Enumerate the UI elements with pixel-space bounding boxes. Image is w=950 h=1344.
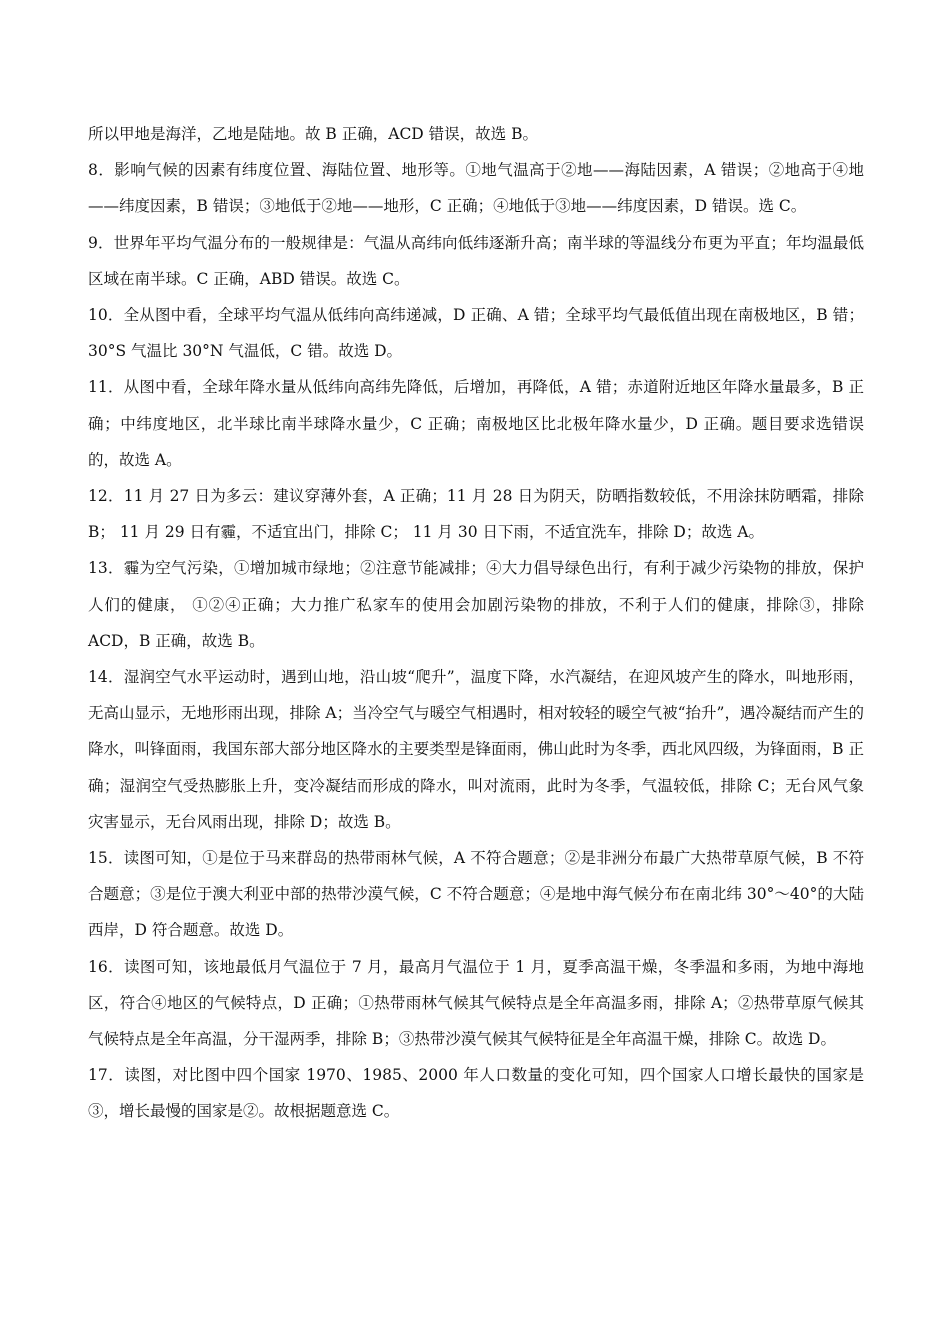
paragraph-answer-14: 14．湿润空气水平运动时，遇到山地，沿山坡“爬升”，温度下降，水汽凝结，在迎风坡产生的降水，叫地形雨，无高山显示，无地形雨出现，排除 A；当冷空气与暖空气相遇时，相对较轻的暖空气被“抬升”，遇冷凝结而产生的降水，叫锋面雨，我国东部大部分地区降水的主要类型是锋面雨，佛山此时为冬季，西北风四级，为锋面雨，B 正确；湿润空气受热膨胀上升，变冷凝结而形成的降水，叫对流雨，此时为冬季，气温较低，排除 C；无台风气象灾害显示，无台风雨出现，排除 D；故选 B。 (88, 668, 864, 831)
paragraph-answer-17: 17．读图，对比图中四个国家 1970、1985、2000 年人口数量的变化可知，四个国家人口增长最快的国家是③，增长最慢的国家是②。故根据题意选 C。 (88, 1066, 864, 1121)
paragraph-7-continuation: 所以甲地是海洋，乙地是陆地。故 B 正确，ACD 错误，故选 B。 (88, 125, 538, 143)
paragraph-answer-12: 12．11 月 27 日为多云：建议穿薄外套，A 正确；11 月 28 日为阴天，防晒指数较低，不用涂抹防晒霜，排除 B； 11 月 29 日有霾，不适宜出门，排除 C； 11 月 30 日下雨，不适宜洗车，排除 D；故选 A。 (88, 487, 864, 542)
answer-explanations (88, 116, 864, 1130)
paragraph-answer-8: 8．影响气候的因素有纬度位置、海陆位置、地形等。①地气温高于②地——海陆因素，A 错误；②地高于④地——纬度因素，B 错误；③地低于②地——地形，C 正确；④地低于③地——纬度因素，D 错误。选 C。 (88, 161, 864, 216)
paragraph-answer-16: 16．读图可知，该地最低月气温位于 7 月，最高月气温位于 1 月，夏季高温干燥，冬季温和多雨，为地中海地区，符合④地区的气候特点，D 正确；①热带雨林气候其气候特点是全年高温多雨，排除 A；②热带草原气候其气候特点是全年高温，分干湿两季，排除 B；③热带沙漠气候其气候特征是全年高温干燥，排除 C。故选 D。 (88, 957, 864, 1049)
paragraph-answer-11: 11．从图中看，全球年降水量从低纬向高纬先降低，后增加，再降低，A 错；赤道附近地区年降水量最多，B 正确；中纬度地区，北半球比南半球降水量少，C 正确；南极地区比北极年降水量少，D 正确。题目要求选错误的，故选 A。 (88, 378, 864, 469)
paragraph-answer-13: 13．霾为空气污染，①增加城市绿地；②注意节能减排；④大力倡导绿色出行，有利于减少污染物的排放，保护人们的健康， ①②④正确；大力推广私家车的使用会加剧污染物的排放，不利于人们的健康，排除③，排除 ACD，B 正确，故选 B。 (88, 559, 864, 650)
paragraph-answer-10: 10．全从图中看，全球平均气温从低纬向高纬递减，D 正确、A 错；全球平均气最低值出现在南极地区，B 错；30°S 气温比 30°N 气温低，C 错。故选 D。 (88, 306, 864, 361)
paragraph-answer-15: 15．读图可知，①是位于马来群岛的热带雨林气候，A 不符合题意；②是非洲分布最广大热带草原气候，B 不符合题意；③是位于澳大利亚中部的热带沙漠气候，C 不符合题意；④是地中海气候分布在南北纬 30°～40°的大陆西岸，D 符合题意。故选 D。 (88, 849, 864, 940)
paragraph-answer-9: 9．世界年平均气温分布的一般规律是：气温从高纬向低纬逐渐升高；南半球的等温线分布更为平直；年均温最低区域在南半球。C 正确，ABD 错误。故选 C。 (88, 233, 864, 288)
